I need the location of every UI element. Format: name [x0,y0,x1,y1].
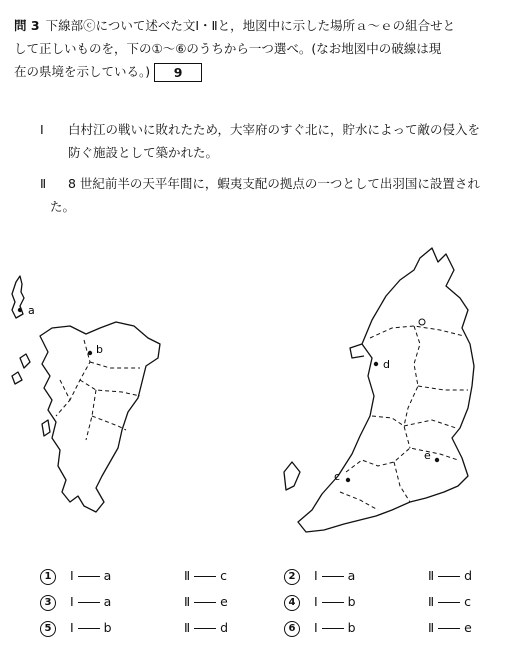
question-text-line3: 在の県境を示している。) [14,64,151,79]
choice-1-mark: 1 [40,569,56,585]
choice-2[interactable] [284,566,472,586]
choice-4[interactable] [284,592,471,612]
choice-5-roman-i: Ⅰ [69,620,74,635]
choice-5-dash-ii [194,628,216,629]
tsushima-island [12,276,24,318]
choice-6-roman-ii: Ⅱ [427,620,435,635]
choice-4-roman-ii: Ⅱ [427,594,435,609]
oga-peninsula [350,344,364,358]
choice-2-mark: 2 [284,569,300,585]
map-label-e: e [424,449,431,462]
question-text-line2: して正しいものを，下の①〜⑥のうちから一つ選べ。(なお地図中の破線は現 [14,41,442,56]
choice-3-dash-ii [194,602,216,603]
choice-1-dash-ii [194,576,216,577]
kyushu-markers [18,304,103,356]
question-number: 問 3 [14,18,40,33]
statement-1-roman: Ⅰ [40,122,44,137]
goto-islands [12,354,30,384]
statement-1-line1: 白村江の戦いに敗れたため，大宰府のすぐ北に，貯水によって敵の侵入を [68,122,481,137]
choice-3-roman-i: Ⅰ [69,594,74,609]
tohoku-map [284,248,474,532]
choice-6-i-value: b [347,620,356,635]
choice-6[interactable] [284,618,472,638]
amakusa-islands [42,420,50,436]
question-text-line1: 下線部ⓒについて述べた文Ⅰ・Ⅱと，地図中に示した場所ａ〜ｅの組合せと [45,18,456,33]
choice-3-ii-value: e [220,594,228,609]
choice-1-roman-i: Ⅰ [69,568,74,583]
choice-3-roman-ii: Ⅱ [183,594,191,609]
choice-2-ii-value: d [464,568,473,583]
tohoku-prefecture-borders [340,326,468,510]
choice-2-roman-ii: Ⅱ [427,568,435,583]
choice-1-dash-i [78,576,100,577]
choice-1[interactable] [40,566,227,586]
choice-5-mark: 5 [40,621,56,637]
choice-4-roman-i: Ⅰ [313,594,318,609]
choice-6-mark: 6 [284,621,300,637]
choice-5-ii-value: d [220,620,229,635]
choice-2-roman-i: Ⅰ [313,568,318,583]
sado-island [284,462,300,490]
choice-3-i-value: a [103,594,112,609]
choice-4-dash-i [322,602,344,603]
statement-1 [40,118,502,164]
choice-6-dash-i [322,628,344,629]
marker-d [374,362,378,366]
map-label-b: b [96,343,103,356]
choice-1-ii-value: c [220,568,227,583]
choice-3-mark: 3 [40,595,56,611]
choice-4-ii-value: c [464,594,471,609]
choice-4-i-value: b [347,594,356,609]
lake-towada [419,319,425,325]
statement-2-line1: 8 世紀前半の天平年間に，蝦夷支配の拠点の一つとして出羽国に設置され [68,176,480,191]
choice-3[interactable] [40,592,228,612]
choice-1-i-value: a [103,568,112,583]
statement-2 [40,172,502,218]
choice-6-ii-value: e [464,620,472,635]
choice-6-roman-i: Ⅰ [313,620,318,635]
marker-c [346,478,350,482]
map-label-a: a [28,304,35,317]
choice-6-dash-ii [438,628,460,629]
choice-2-dash-i [322,576,344,577]
statement-1-line2: 防ぐ施設として築かれた。 [68,145,219,160]
map-label-c: c [334,470,341,483]
choice-5-dash-i [78,628,100,629]
marker-e [435,458,439,462]
statement-2-line2: た。 [50,199,76,214]
answer-number-box: 9 [154,63,202,82]
choice-2-dash-ii [438,576,460,577]
choice-3-dash-i [78,602,100,603]
marker-b [88,351,92,355]
choice-2-i-value: a [347,568,356,583]
choice-1-roman-ii: Ⅱ [183,568,191,583]
map-label-d: d [383,358,390,371]
question-prompt [14,14,510,83]
statement-2-roman: Ⅱ [40,176,47,191]
map-figure [0,240,520,540]
marker-a [18,308,22,312]
choice-4-mark: 4 [284,595,300,611]
choice-5-roman-ii: Ⅱ [183,620,191,635]
choice-4-dash-ii [438,602,460,603]
choice-5[interactable] [40,618,228,638]
choice-5-i-value: b [103,620,112,635]
